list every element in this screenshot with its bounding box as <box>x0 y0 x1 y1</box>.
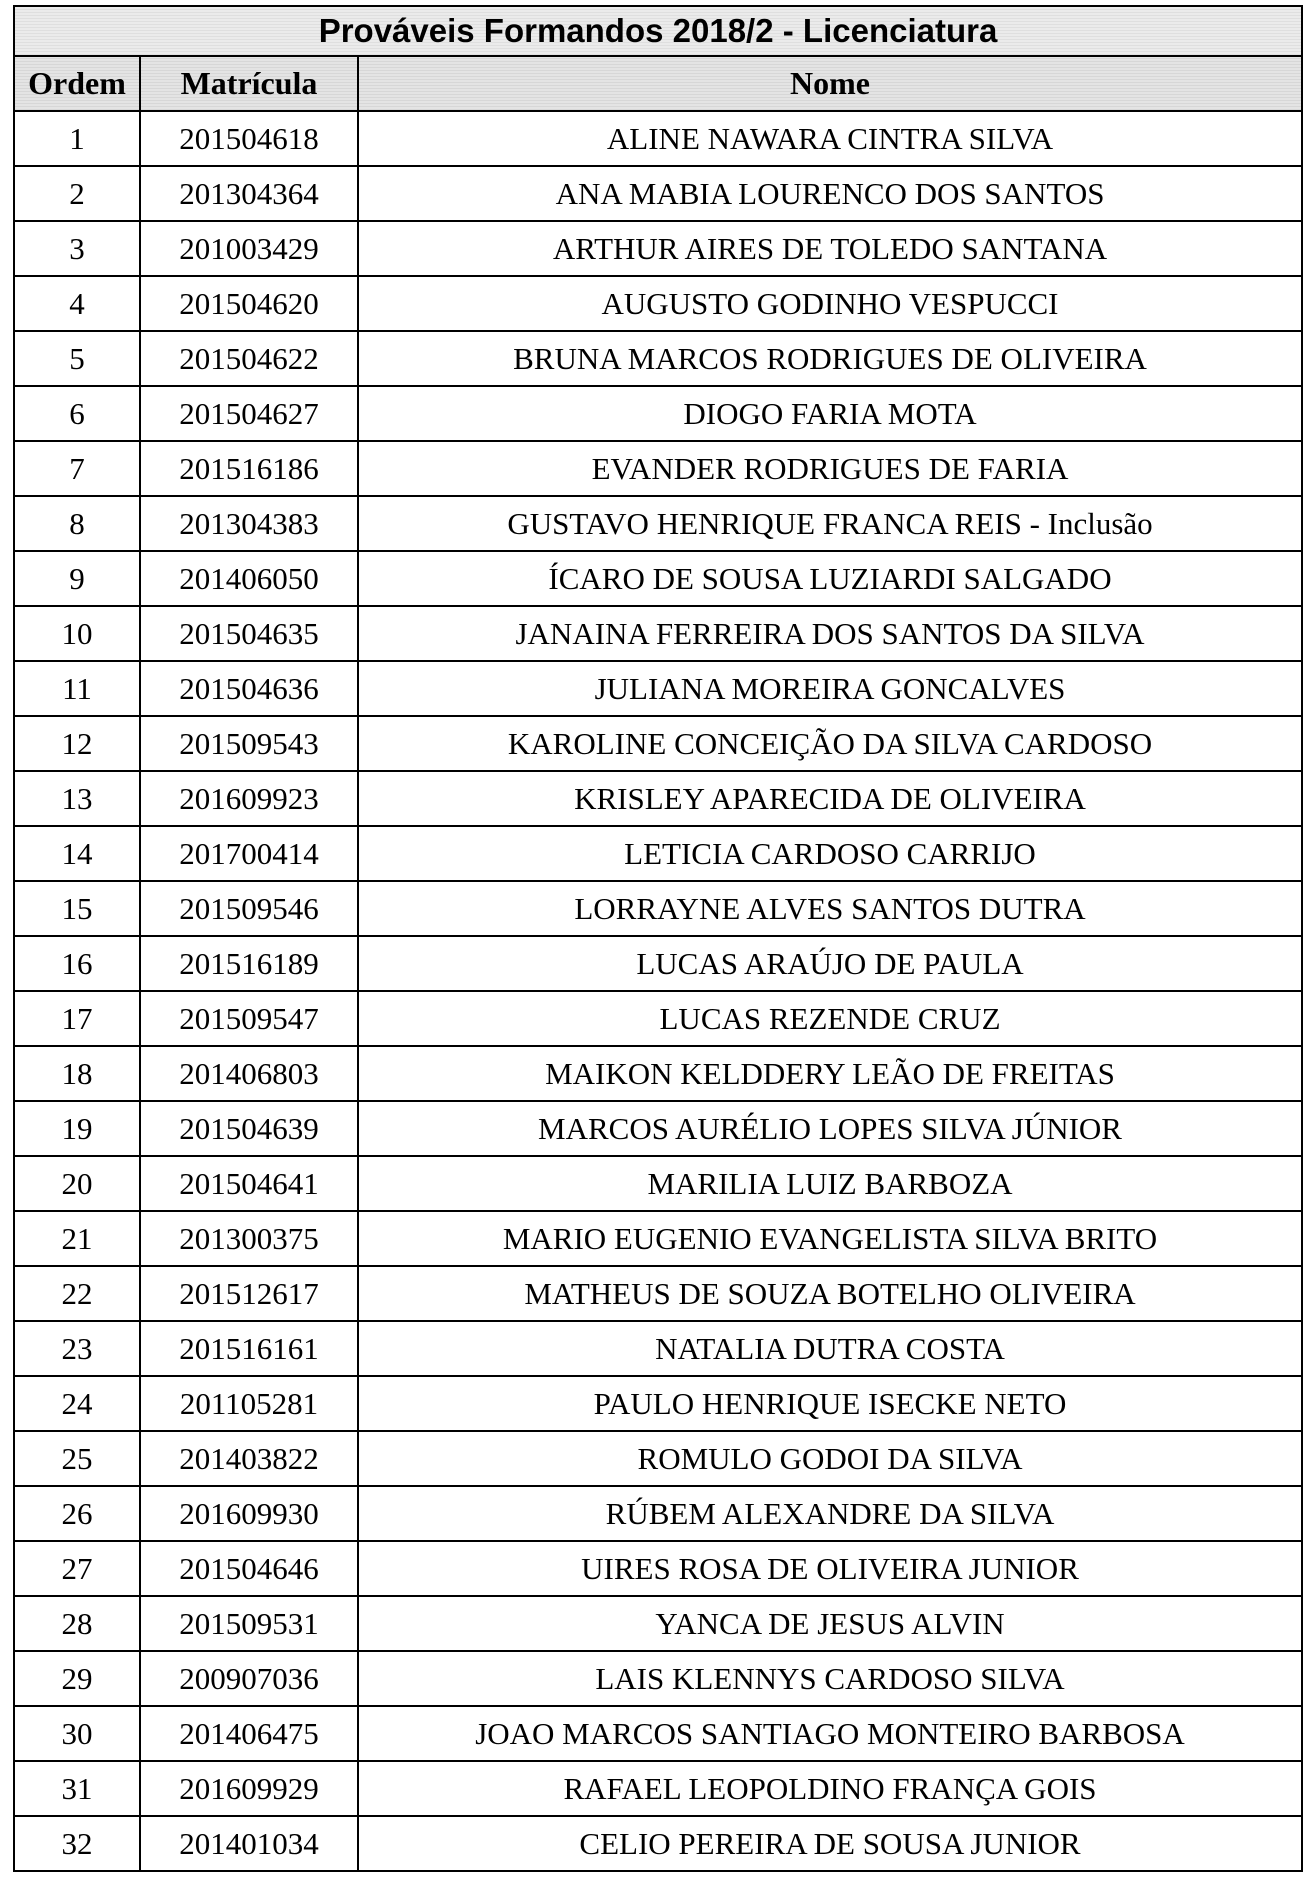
table-row <box>14 331 1302 386</box>
table-row <box>14 166 1302 221</box>
nome-cell: JULIANA MOREIRA GONCALVES <box>358 661 1302 716</box>
table-row <box>14 1651 1302 1706</box>
table-row <box>14 496 1302 551</box>
table-row <box>14 1101 1302 1156</box>
nome-cell: YANCA DE JESUS ALVIN <box>358 1596 1302 1651</box>
matricula-cell: 201504635 <box>140 606 358 661</box>
matricula-cell: 201504639 <box>140 1101 358 1156</box>
document-sheet <box>13 5 1301 1872</box>
nome-cell: JOAO MARCOS SANTIAGO MONTEIRO BARBOSA <box>358 1706 1302 1761</box>
table-row <box>14 1541 1302 1596</box>
table-row <box>14 1376 1302 1431</box>
table-row <box>14 221 1302 276</box>
table-row <box>14 276 1302 331</box>
nome-cell: NATALIA DUTRA COSTA <box>358 1321 1302 1376</box>
matricula-cell: 201504618 <box>140 111 358 166</box>
nome-cell: JANAINA FERREIRA DOS SANTOS DA SILVA <box>358 606 1302 661</box>
graduates-table <box>13 5 1303 1872</box>
table-row <box>14 1486 1302 1541</box>
table-row <box>14 881 1302 936</box>
table-row <box>14 991 1302 1046</box>
header-row <box>14 56 1302 111</box>
ordem-cell: 22 <box>14 1266 140 1321</box>
matricula-cell: 201300375 <box>140 1211 358 1266</box>
matricula-cell: 201516189 <box>140 936 358 991</box>
ordem-cell: 10 <box>14 606 140 661</box>
table-row <box>14 1431 1302 1486</box>
ordem-cell: 29 <box>14 1651 140 1706</box>
ordem-cell: 24 <box>14 1376 140 1431</box>
nome-cell: MARIO EUGENIO EVANGELISTA SILVA BRITO <box>358 1211 1302 1266</box>
table-row <box>14 551 1302 606</box>
ordem-cell: 9 <box>14 551 140 606</box>
nome-cell: LETICIA CARDOSO CARRIJO <box>358 826 1302 881</box>
ordem-cell: 11 <box>14 661 140 716</box>
ordem-cell: 16 <box>14 936 140 991</box>
column-header-nome: Nome <box>358 56 1302 111</box>
nome-cell: MATHEUS DE SOUZA BOTELHO OLIVEIRA <box>358 1266 1302 1321</box>
table-row <box>14 1046 1302 1101</box>
matricula-cell: 201509531 <box>140 1596 358 1651</box>
nome-cell: MARILIA LUIZ BARBOZA <box>358 1156 1302 1211</box>
ordem-cell: 4 <box>14 276 140 331</box>
nome-cell: EVANDER RODRIGUES DE FARIA <box>358 441 1302 496</box>
nome-cell: LAIS KLENNYS CARDOSO SILVA <box>358 1651 1302 1706</box>
ordem-cell: 12 <box>14 716 140 771</box>
nome-cell: AUGUSTO GODINHO VESPUCCI <box>358 276 1302 331</box>
matricula-cell: 201504646 <box>140 1541 358 1596</box>
table-body <box>14 111 1302 1871</box>
ordem-cell: 25 <box>14 1431 140 1486</box>
matricula-cell: 201700414 <box>140 826 358 881</box>
ordem-cell: 23 <box>14 1321 140 1376</box>
matricula-cell: 201509547 <box>140 991 358 1046</box>
ordem-cell: 6 <box>14 386 140 441</box>
nome-cell: ÍCARO DE SOUSA LUZIARDI SALGADO <box>358 551 1302 606</box>
matricula-cell: 201403822 <box>140 1431 358 1486</box>
ordem-cell: 1 <box>14 111 140 166</box>
matricula-cell: 201504620 <box>140 276 358 331</box>
table-row <box>14 386 1302 441</box>
matricula-cell: 201504627 <box>140 386 358 441</box>
matricula-cell: 201609929 <box>140 1761 358 1816</box>
ordem-cell: 19 <box>14 1101 140 1156</box>
table-row <box>14 936 1302 991</box>
table-row <box>14 1321 1302 1376</box>
ordem-cell: 2 <box>14 166 140 221</box>
nome-cell: KAROLINE CONCEIÇÃO DA SILVA CARDOSO <box>358 716 1302 771</box>
nome-cell: LORRAYNE ALVES SANTOS DUTRA <box>358 881 1302 936</box>
ordem-cell: 31 <box>14 1761 140 1816</box>
ordem-cell: 5 <box>14 331 140 386</box>
matricula-cell: 200907036 <box>140 1651 358 1706</box>
ordem-cell: 7 <box>14 441 140 496</box>
ordem-cell: 3 <box>14 221 140 276</box>
matricula-cell: 201504622 <box>140 331 358 386</box>
ordem-cell: 8 <box>14 496 140 551</box>
table-row <box>14 1156 1302 1211</box>
matricula-cell: 201406475 <box>140 1706 358 1761</box>
matricula-cell: 201609930 <box>140 1486 358 1541</box>
nome-cell: ANA MABIA LOURENCO DOS SANTOS <box>358 166 1302 221</box>
nome-cell: ALINE NAWARA CINTRA SILVA <box>358 111 1302 166</box>
matricula-cell: 201609923 <box>140 771 358 826</box>
title-row <box>14 6 1302 56</box>
matricula-cell: 201516186 <box>140 441 358 496</box>
ordem-cell: 32 <box>14 1816 140 1871</box>
matricula-cell: 201516161 <box>140 1321 358 1376</box>
table-title: Prováveis Formandos 2018/2 - Licenciatura <box>14 6 1302 56</box>
table-row <box>14 1816 1302 1871</box>
nome-cell: CELIO PEREIRA DE SOUSA JUNIOR <box>358 1816 1302 1871</box>
matricula-cell: 201509546 <box>140 881 358 936</box>
nome-cell: MAIKON KELDDERY LEÃO DE FREITAS <box>358 1046 1302 1101</box>
table-row <box>14 1596 1302 1651</box>
ordem-cell: 30 <box>14 1706 140 1761</box>
table-row <box>14 1706 1302 1761</box>
nome-cell: LUCAS REZENDE CRUZ <box>358 991 1302 1046</box>
nome-cell: RAFAEL LEOPOLDINO FRANÇA GOIS <box>358 1761 1302 1816</box>
nome-cell: ROMULO GODOI DA SILVA <box>358 1431 1302 1486</box>
nome-cell: UIRES ROSA DE OLIVEIRA JUNIOR <box>358 1541 1302 1596</box>
matricula-cell: 201406050 <box>140 551 358 606</box>
ordem-cell: 21 <box>14 1211 140 1266</box>
ordem-cell: 28 <box>14 1596 140 1651</box>
table-row <box>14 111 1302 166</box>
matricula-cell: 201401034 <box>140 1816 358 1871</box>
table-row <box>14 661 1302 716</box>
ordem-cell: 27 <box>14 1541 140 1596</box>
ordem-cell: 26 <box>14 1486 140 1541</box>
matricula-cell: 201509543 <box>140 716 358 771</box>
matricula-cell: 201504636 <box>140 661 358 716</box>
table-row <box>14 1266 1302 1321</box>
table-row <box>14 1761 1302 1816</box>
table-row <box>14 1211 1302 1266</box>
column-header-ordem: Ordem <box>14 56 140 111</box>
ordem-cell: 14 <box>14 826 140 881</box>
matricula-cell: 201304383 <box>140 496 358 551</box>
table-row <box>14 716 1302 771</box>
ordem-cell: 13 <box>14 771 140 826</box>
ordem-cell: 17 <box>14 991 140 1046</box>
nome-cell: RÚBEM ALEXANDRE DA SILVA <box>358 1486 1302 1541</box>
matricula-cell: 201003429 <box>140 221 358 276</box>
table-row <box>14 441 1302 496</box>
nome-cell: GUSTAVO HENRIQUE FRANCA REIS - Inclusão <box>358 496 1302 551</box>
nome-cell: ARTHUR AIRES DE TOLEDO SANTANA <box>358 221 1302 276</box>
nome-cell: KRISLEY APARECIDA DE OLIVEIRA <box>358 771 1302 826</box>
ordem-cell: 20 <box>14 1156 140 1211</box>
matricula-cell: 201504641 <box>140 1156 358 1211</box>
nome-cell: PAULO HENRIQUE ISECKE NETO <box>358 1376 1302 1431</box>
ordem-cell: 18 <box>14 1046 140 1101</box>
table-row <box>14 826 1302 881</box>
matricula-cell: 201406803 <box>140 1046 358 1101</box>
nome-cell: MARCOS AURÉLIO LOPES SILVA JÚNIOR <box>358 1101 1302 1156</box>
matricula-cell: 201304364 <box>140 166 358 221</box>
matricula-cell: 201512617 <box>140 1266 358 1321</box>
nome-cell: DIOGO FARIA MOTA <box>358 386 1302 441</box>
matricula-cell: 201105281 <box>140 1376 358 1431</box>
table-row <box>14 771 1302 826</box>
table-row <box>14 606 1302 661</box>
nome-cell: LUCAS ARAÚJO DE PAULA <box>358 936 1302 991</box>
column-header-matricula: Matrícula <box>140 56 358 111</box>
nome-cell: BRUNA MARCOS RODRIGUES DE OLIVEIRA <box>358 331 1302 386</box>
ordem-cell: 15 <box>14 881 140 936</box>
